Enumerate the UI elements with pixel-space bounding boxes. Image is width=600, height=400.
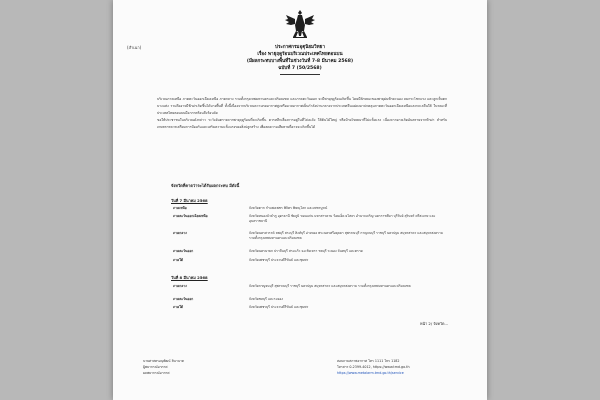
region-provinces: จังหวัดนครสวรรค์ ลพบุรี สระบุรี สิงห์บุรี อ่างทอง พระนครศรีอยุธยา สุพรรณบุรี กาญจนบุรี ราชบุรี นครปฐม สมุทรสาคร และสมุทรสงคราม รวมทั้งกรุงเทพมหานครและปริมณฑล [249, 231, 443, 241]
region-label: ภาคกลาง [173, 284, 187, 288]
document-validity: (มีผลกระทบบางพื้นที่ในช่วงวันที่ 7-8 มีนาคม 2568) [246, 59, 354, 64]
garuda-emblem-icon [283, 7, 317, 41]
region-provinces: จังหวัดหนองบัวลำภู อุดรธานี ชัยภูมิ ขอนแก่น มหาสารคาม ร้อยเอ็ด ยโสธร อำนาจเจริญ นครราชสีมา บุรีรัมย์ สุรินทร์ ศรีสะเกษ และอุบลราชธานี [249, 214, 436, 224]
signatory-position: ผู้พยากรณ์อากาศ [143, 365, 168, 370]
document-title: ประกาศกรมอุตุนิยมวิทยา [275, 45, 325, 50]
contact-line: สอบถามสภาพอากาศ โทร 1111 โทร 1182 [337, 359, 400, 363]
region-provinces: จังหวัดเพชรบุรี ประจวบคีรีขันธ์ และชุมพร [249, 305, 309, 309]
date-heading: วันที่ 8 มีนาคม 2568 [171, 275, 208, 280]
region-label: ภาคตะวันออกเฉียงเหนือ [173, 214, 208, 218]
region-provinces: จังหวัดตาก กำแพงเพชร พิจิตร พิษณุโลก และเพชรบูรณ์ [249, 206, 328, 210]
next-page-note: หน้า 2/ จังหวัด... [420, 321, 449, 326]
issue-number: ฉบับที่ 7 (50/2568) [278, 66, 322, 71]
copy-mark: (สำเนา) [127, 45, 142, 50]
region-label: ภาคเหนือ [173, 206, 187, 210]
signatory-name: นายศาสตรอนุพัฒน์ สินานาต [143, 359, 184, 363]
body-paragraph: บริเวณภาคเหนือ ภาคตะวันออกเฉียงเหนือ ภาคกลาง รวมทั้งกรุงเทพมหานครและปริมณฑล และภาคตะวันออก จะมีพายุฤดูร้อนเกิดขึ้น โดยมีลักษณะของพายุฝนฟ้าคะนอง ลมกระโชกแรง และลูกเห็บตกบางแห่ง รวมถึงอาจมีฟ้าผ่าเกิดขึ้นได้บางพื้นที่ ทั้งนี้เนื่องจากบริเวณความกดอากาศสูงหรือมวลอากาศเย็นกำลังปานกลางจากประเทศจีนแผ่ลงมาปกคลุมภาคตะวันออกเฉียงเหนือและทะเลจีนใต้ ในขณะที่ประเทศไทยตอนบนมีอากาศร้อนถึงร้อนจัด [157, 97, 447, 115]
document-page [113, 0, 487, 400]
signature-block [143, 358, 184, 377]
body-text [157, 96, 447, 131]
document-subject: เรื่อง พายุฤดูร้อนบริเวณประเทศไทยตอนบน [257, 52, 343, 57]
region-label: ภาคตะวันออก [173, 297, 194, 301]
title-divider [280, 74, 320, 75]
region-label: ภาคกลาง [173, 231, 187, 235]
region-label: ภาคใต้ [173, 258, 183, 262]
contact-block [337, 358, 410, 377]
region-provinces: จังหวัดชลบุรี และระยอง [249, 297, 283, 301]
date-heading: วันที่ 7 มีนาคม 2568 [171, 198, 208, 203]
region-label: ภาคใต้ [173, 305, 183, 309]
service-link[interactable]: https://www.metalarm.tmd.go.th/service [337, 371, 404, 376]
region-provinces: จังหวัดนครนายก ปราจีนบุรี สระแก้ว ฉะเชิงเทรา ชลบุรี ระยอง จันทบุรี และตราด [249, 249, 363, 253]
section-heading: จังหวัดที่คาดว่าจะได้รับผลกระทบ มีดังนี้ [171, 183, 240, 188]
title-block [113, 44, 487, 75]
region-provinces: จังหวัดกาญจนบุรี สุพรรณบุรี ราชบุรี นครปฐม สมุทรสาคร และสมุทรสงคราม รวมทั้งกรุงเทพมหานครและปริมณฑล [249, 284, 411, 288]
contact-line: โทรสาร 0-2399-4012, https://www.tmd.go.th [337, 365, 410, 370]
region-provinces: จังหวัดเพชรบุรี ประจวบคีรีขันธ์ และชุมพร [249, 258, 309, 262]
body-paragraph: ขอให้ประชาชนในบริเวณดังกล่าว ระวังอันตรายจากพายุฤดูร้อนที่จะเกิดขึ้น ควรหลีกเลี่ยงการอยู่ในที่โล่งแจ้ง ใต้ต้นไม้ใหญ่ หรือป้ายโฆษณาที่ไม่แข็งแรง เนื่องจากอาจเกิดอันตรายจากฟ้าผ่า สำหรับเกษตรกรควรเตรียมการป้องกันและเสริมความแข็งแรงของสิ่งปลูกสร้าง เพื่อลดความเสียหายที่อาจจะเกิดขึ้นได้ [157, 117, 447, 129]
signatory-department: ผลพยากรณ์อากาศ [143, 371, 170, 376]
region-label: ภาคตะวันออก [173, 249, 194, 253]
